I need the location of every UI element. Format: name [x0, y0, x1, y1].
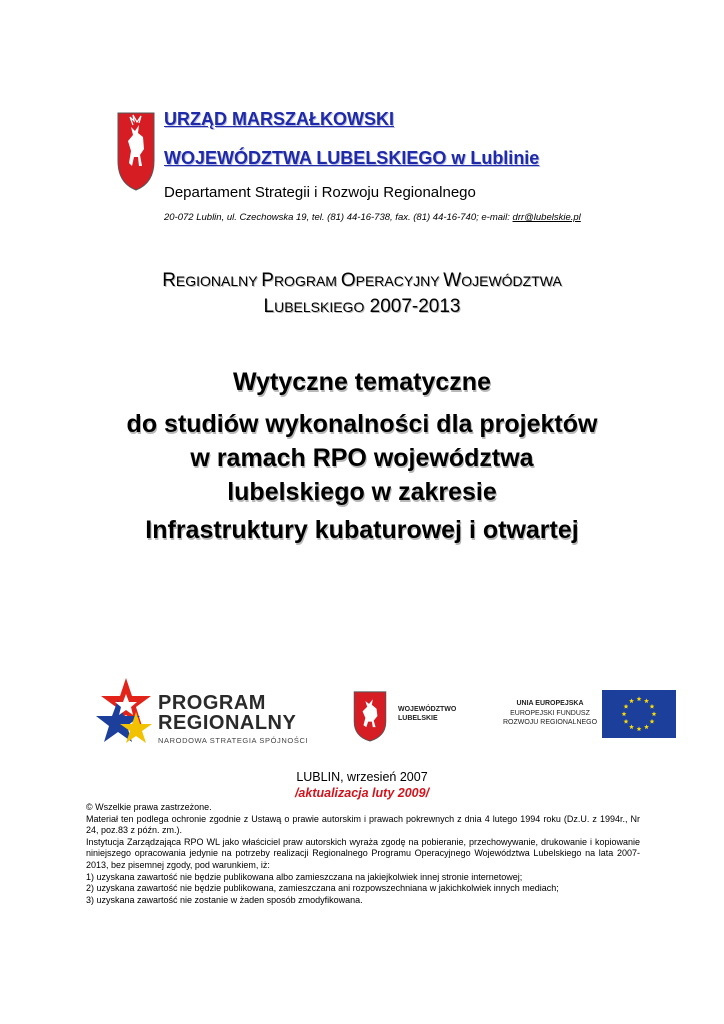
program-title-line1 — [0, 270, 724, 292]
document-title-line5: Infrastruktury kubaturowej i otwartej — [145, 516, 579, 544]
copyright-paragraph-2: Instytucja Zarządzająca RPO WL jako właściciel praw autorskich wyraża zgodę na pobieranie, przechowywanie, drukowanie i kopiowanie niniejszego opracowania jedynie na potrzeby realizacji Regionalnego Programu Operacyjnego Województwa Lubelskiego na lata 2007-2013, bez pisemnej zgody, pod warunkiem, iż: — [86, 836, 640, 870]
program-word — [341, 270, 443, 291]
program-word — [261, 270, 341, 291]
document-title-line4: lubelskiego w zakresie — [227, 478, 497, 506]
copyright-item-1: 1) uzyskana zawartość nie będzie publikowana albo zamieszczana na jakiejkolwiek innej stronie internetowej; — [86, 871, 523, 882]
program-word-cap: W — [443, 270, 462, 291]
program-logo-text-line1: PROGRAM — [158, 692, 266, 714]
copyright-line: © Wszelkie prawa zastrzeżone. — [86, 802, 212, 812]
eu-logo-text-line2: EUROPEJSKI FUNDUSZ — [510, 710, 590, 717]
department-name: Departament Strategii i Rozwoju Regionalnego — [164, 184, 476, 201]
eu-flag-icon — [602, 690, 676, 738]
lubelskie-crest-logo — [117, 111, 155, 191]
program-word-rest: OJEWÓDZTWA — [461, 273, 562, 289]
update-note: /aktualizacja luty 2009/ — [294, 786, 430, 800]
program-word-rest: PERACYJNY — [355, 273, 444, 289]
eu-logo-text-line1: UNIA EUROPEJSKA — [516, 700, 584, 707]
program-word-rest: ROGRAM — [273, 273, 341, 289]
org-name-line2: WOJEWÓDZTWA LUBELSKIEGO w Lublinie — [164, 148, 540, 168]
publication-date: LUBLIN, wrzesień 2007 — [296, 770, 428, 784]
program-word-rest: EGIONALNY — [175, 273, 262, 289]
contact-address — [164, 212, 581, 223]
program-word-cap: L — [263, 296, 275, 317]
program-word — [443, 270, 562, 291]
program-word — [162, 270, 261, 291]
email-link[interactable]: drr@lubelskie.pl — [512, 212, 581, 223]
document-title-line3: w ramach RPO województwa — [190, 444, 534, 472]
eu-logo-text-line3: ROZWOJU REGIONALNEGO — [502, 719, 598, 726]
program-title-line2 — [0, 296, 724, 318]
document-title-line1: Wytyczne tematyczne — [233, 368, 491, 396]
copyright-notice — [86, 802, 640, 906]
copyright-item-2: 2) uzyskana zawartość nie będzie publikowana, zamieszczana ani rozpowszechniana w jakichkolwiek innych mediach; — [86, 883, 559, 894]
document-title-line2: do studiów wykonalności dla projektów — [126, 410, 598, 438]
program-years: 2007-2013 — [364, 296, 461, 317]
program-logo-text-line2: REGIONALNY — [158, 712, 297, 734]
org-name-line1: URZĄD MARSZAŁKOWSKI — [164, 109, 394, 129]
program-word-rest: UBELSKIEGO — [274, 299, 365, 315]
program-word-cap: R — [162, 270, 176, 291]
copyright-item-3: 3) uzyskana zawartość nie zostanie w żaden sposób zmodyfikowana. — [86, 894, 363, 905]
program-word-cap: O — [340, 270, 356, 291]
program-logo-tagline: NARODOWA STRATEGIA SPÓJNOŚCI — [158, 736, 309, 745]
copyright-paragraph-1: Materiał ten podlega ochronie zgodnie z Ustawą o prawie autorskim i prawach pokrewnych z dnia 4 lutego 1994 roku (Dz.U. z 1994r., Nr 24, poz.83 z późn. zm.). — [86, 813, 640, 836]
woj-logo-text-line1: WOJEWÓDZTWO — [398, 706, 457, 713]
program-word-cap: P — [261, 270, 274, 291]
lubelskie-crest-small-logo — [352, 690, 388, 742]
program-regionalny-star-logo — [96, 676, 156, 746]
address-text: 20-072 Lublin, ul. Czechowska 19, tel. (81) 44-16-738, fax. (81) 44-16-740; e-mail: — [164, 212, 513, 223]
woj-logo-text-line2: LUBELSKIE — [398, 715, 438, 722]
